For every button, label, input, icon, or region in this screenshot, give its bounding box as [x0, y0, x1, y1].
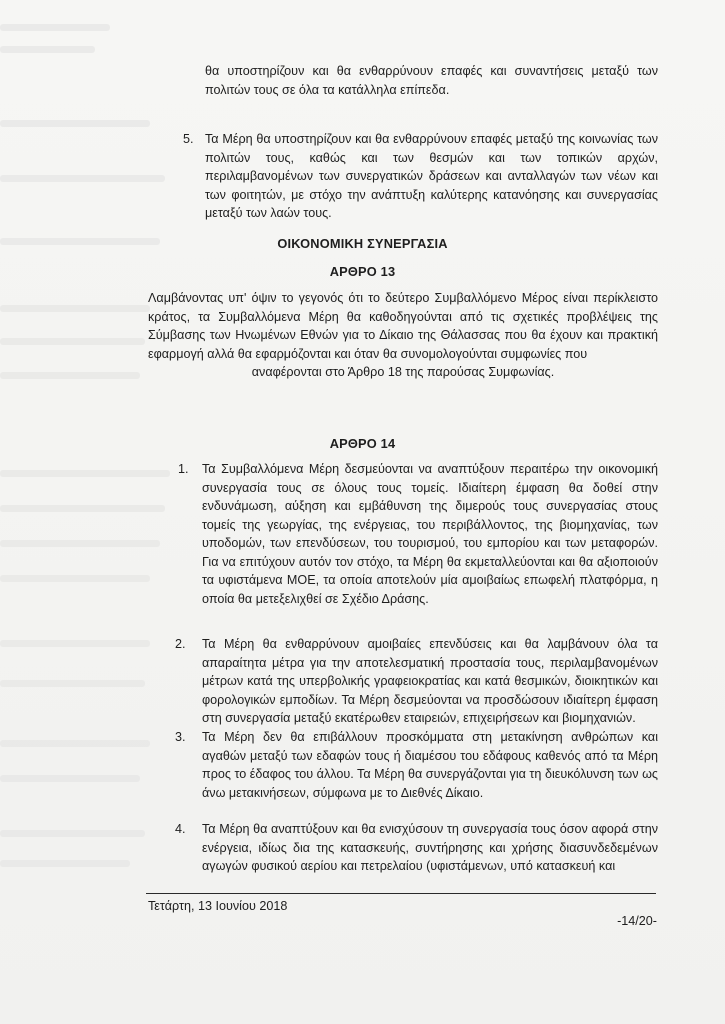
- page-number: -14/20-: [617, 914, 657, 928]
- bleed-through-mark: [0, 175, 165, 182]
- bleed-through-mark: [0, 305, 150, 312]
- item-number: 5.: [183, 132, 194, 146]
- bleed-through-mark: [0, 740, 150, 747]
- continuation-paragraph: θα υποστηρίζουν και θα ενθαρρύνουν επαφές και συναντήσεις μεταξύ των πολιτών τους σε όλα τα κατάλληλα επίπεδα.: [205, 64, 658, 97]
- bleed-through-mark: [0, 120, 150, 127]
- bleed-through-mark: [0, 24, 110, 31]
- footer-divider: [146, 893, 656, 894]
- item-number: 4.: [175, 822, 186, 836]
- bleed-through-mark: [0, 680, 145, 687]
- article-13-paragraph: [148, 289, 658, 382]
- article-14-item-2: Τα Μέρη θα ενθαρρύνουν αμοιβαίες επενδύσεις και θα λαμβάνουν όλα τα απαραίτητα μέτρα για την αποτελεσματική προστασία τους, περιλαμβανομένων μέτρων κατά της υπερβολικής γραφειοκρατίας και κατά θεσμικών, διοικητικών και φορολογικών εμποδίων. Τα Μέρη δεσμεύονται να προσδώσουν ιδιαίτερη έμφαση στη συνεργασία μεταξύ εκατέρωθεν εταιρειών, επιχειρήσεων και βιομηχανιών.: [202, 637, 658, 725]
- item-number: 3.: [175, 730, 186, 744]
- bleed-through-mark: [0, 338, 145, 345]
- bleed-through-mark: [0, 540, 160, 547]
- bleed-through-mark: [0, 505, 165, 512]
- footer-date: Τετάρτη, 13 Ιουνίου 2018: [148, 899, 288, 913]
- article-14-item-4: Τα Μέρη θα αναπτύξουν και θα ενισχύσουν τη συνεργασία τους όσον αφορά στην ενέργεια, ιδίως δια της κατασκευής, συντήρησης και χρήσης διασυνδεδεμένων αγωγών φυσικού αερίου και πετρελαίου (υφιστάμενων, υπό κατασκευή και: [202, 822, 658, 873]
- bleed-through-mark: [0, 775, 140, 782]
- article-14-item-1: Τα Συμβαλλόμενα Μέρη δεσμεύονται να αναπτύξουν περαιτέρω την οικονομική συνεργασία τους σε όλους τους τομείς. Ιδιαίτερη έμφαση θα δοθεί στην ενδυνάμωση, αύξηση και εμβάθυνση της διμερούς τους συνεργασίας στους τομείς της γεωργίας, της ενέργειας, του περιβάλλοντος, της βιομηχανίας, των υποδομών, των επενδύσεων, του τουρισμού, του εμπορίου και των μεταφορών. Για να επιτύχουν αυτόν τον στόχο, τα Μέρη θα εκμεταλλεύονται και θα αξιοποιούν τα υφιστάμενα ΜΟΕ, τα οποία αποτελούν μία αμοιβαίως επωφελή πλατφόρμα, η οποία θα μετεξελιχθεί σε Σχέδιο Δράσης.: [202, 462, 658, 606]
- article-13-text: Λαμβάνοντας υπ' όψιν το γεγονός ότι το δεύτερο Συμβαλλόμενο Μέρος είναι περίκλειστο κράτος, τα Συμβαλλόμενα Μέρη θα καθοδηγούνται από τις σχετικές προβλέψεις της Σύμβασης των Ηνωμένων Εθνών για το Δίκαιο της Θάλασσας που θα έχουν και πρακτική εφαρμογή αλλά θα εφαρμόζονται και όταν θα συνομολογούνται συμφωνίες που: [148, 291, 658, 361]
- bleed-through-mark: [0, 860, 130, 867]
- bleed-through-mark: [0, 830, 145, 837]
- bleed-through-mark: [0, 372, 140, 379]
- article-14-item-3: Τα Μέρη δεν θα επιβάλλουν προσκόμματα στη μετακίνηση ανθρώπων και αγαθών μεταξύ των εδαφών τους ή διαμέσου του εδάφους καθενός από τα Μέρη προς το έδαφος του άλλου. Τα Μέρη θα συνεργάζονται για τη διευκόλυνση των ως άνω μετακινήσεων, σύμφωνα με το Διεθνές Δίκαιο.: [202, 730, 658, 800]
- bleed-through-mark: [0, 640, 150, 647]
- item-5-paragraph: Τα Μέρη θα υποστηρίζουν και θα ενθαρρύνουν επαφές μεταξύ της κοινωνίας των πολιτών τους, καθώς και των θεσμών και των τοπικών αρχών, περιλαμβανομένων των συνεργατικών δράσεων και ανταλλαγών των νέων και των φοιτητών, με στόχο την ανάπτυξη καλύτερης κατανόησης και συνεργασίας μεταξύ των λαών τους.: [205, 132, 658, 220]
- article-13-title: ΑΡΘΡΟ 13: [329, 264, 396, 279]
- article-14-title: ΑΡΘΡΟ 14: [329, 436, 396, 451]
- bleed-through-mark: [0, 575, 150, 582]
- article-13-text-last-line: αναφέρονται στο Άρθρο 18 της παρούσας Συμφωνίας.: [251, 365, 555, 379]
- section-title: ΟΙΚΟΝΟΜΙΚΗ ΣΥΝΕΡΓΑΣΙΑ: [277, 236, 448, 251]
- item-number: 1.: [178, 462, 189, 476]
- bleed-through-mark: [0, 470, 170, 477]
- item-number: 2.: [175, 637, 186, 651]
- bleed-through-mark: [0, 46, 95, 53]
